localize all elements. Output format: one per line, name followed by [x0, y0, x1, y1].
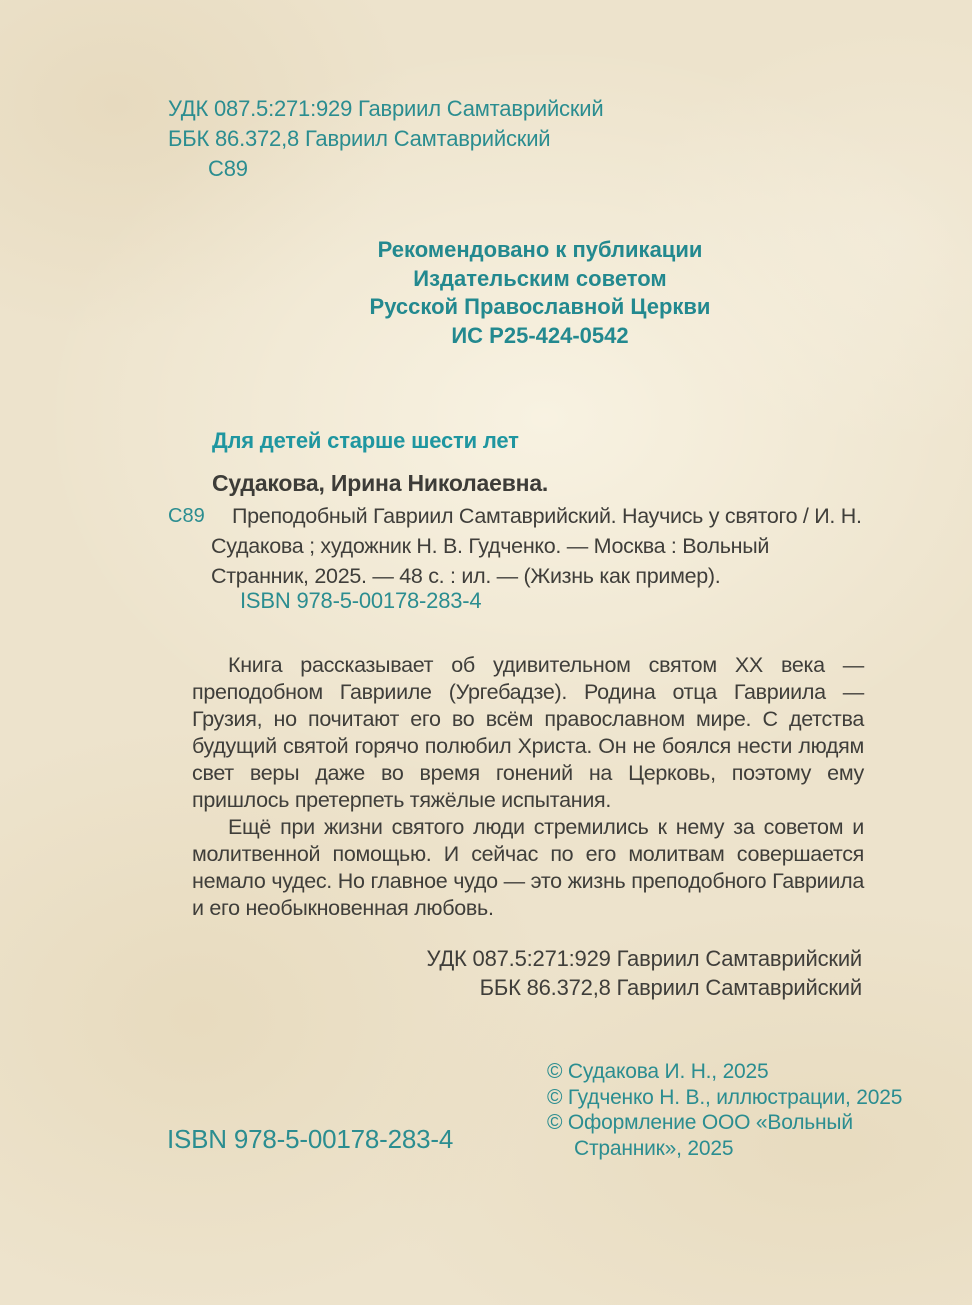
- copyright-illustrator: © Гудченко Н. В., иллюстрации, 2025: [547, 1085, 903, 1109]
- copyright-publisher-line-2: Странник», 2025: [574, 1136, 734, 1160]
- classification-code: С89: [208, 156, 248, 181]
- catalog-entry-text: Преподобный Гавриил Самтаврийский. Научись у святого / И. Н. Судакова ; художник Н. В. Гудченко. — Москва : Вольный Странник, 2025. — 48 с. : ил. — (Жизнь как пример).: [211, 504, 862, 588]
- annotation-paragraph-1: Книга рассказывает об удивительном святом XX века — преподобном Гаврииле (Ургебадзе). Родина отца Гавриила — Грузия, но почитают его во всём православном мире. С детства будущий святой горячо полюбил Христа. Он не боялся нести людям свет веры даже во время гонений на Церковь, поэтому ему пришлось претерпеть тяжёлые испытания.: [192, 653, 864, 812]
- top-classification-block: [168, 94, 603, 184]
- catalog-entry-code: С89: [168, 505, 205, 527]
- approval-line-1: Рекомендовано к публикации: [377, 237, 703, 262]
- age-restriction-note: Для детей старше шести лет: [212, 428, 519, 453]
- bbk-line: ББК 86.372,8 Гавриил Самтаврийский: [168, 126, 551, 151]
- bbk-line-bottom: ББК 86.372,8 Гавриил Самтаврийский: [479, 975, 862, 1000]
- approval-line-2: Издательским советом: [413, 265, 667, 291]
- approval-block: [168, 236, 912, 350]
- approval-line-3: Русской Православной Церкви: [369, 294, 711, 319]
- isbn-catalog: ISBN 978-5-00178-283-4: [240, 588, 482, 613]
- bottom-classification-block: [410, 944, 862, 1002]
- copyright-publisher-line-1: © Оформление ООО «Вольный: [547, 1111, 853, 1134]
- annotation-paragraph-2: Ещё при жизни святого люди стремились к нему за советом и молитвенной помощью. И сейчас по его молитвам совершается немало чудес. Но главное чудо — это жизнь преподобного Гавриила и его необыкновенная любовь.: [192, 815, 864, 920]
- copyright-block: [547, 1059, 907, 1161]
- copyright-author: © Судакова И. Н., 2025: [547, 1060, 769, 1083]
- isbn-main: ISBN 978-5-00178-283-4: [167, 1124, 454, 1154]
- approval-line-4: ИС Р25-424-0542: [451, 322, 629, 348]
- author-heading: Судакова, Ирина Николаевна.: [212, 470, 549, 496]
- udk-line-bottom: УДК 087.5:271:929 Гавриил Самтаврийский: [426, 946, 862, 971]
- udk-line: УДК 087.5:271:929 Гавриил Самтаврийский: [168, 96, 604, 121]
